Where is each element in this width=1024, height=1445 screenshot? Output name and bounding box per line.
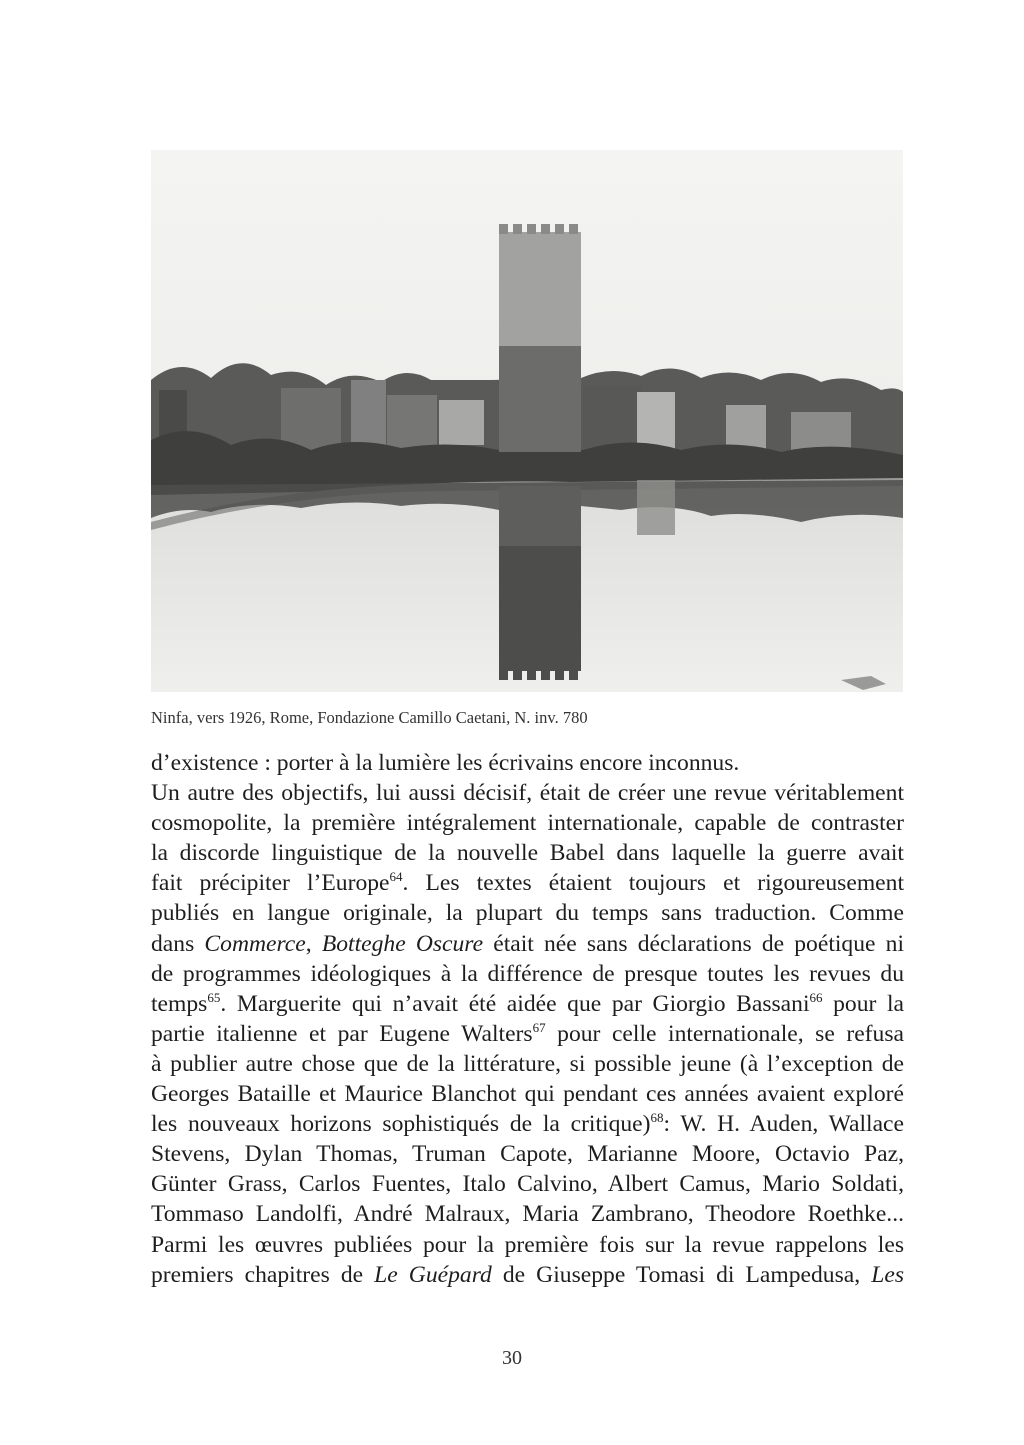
text-line: Georges Bataille et Maurice Blanchot qui pendant ces années avaient exploré bbox=[151, 1081, 904, 1108]
text-run: , bbox=[305, 930, 322, 957]
text-line bbox=[151, 1109, 904, 1139]
text-line: d’existence : porter à la lumière les écrivains encore inconnus. bbox=[151, 750, 740, 776]
text-line: Parmi les œuvres publiées pour la première fois sur la revue rappelons les bbox=[151, 1231, 904, 1258]
body-text bbox=[151, 748, 904, 1290]
figure-caption: Ninfa, vers 1926, Rome, Fondazione Camillo Caetani, N. inv. 780 bbox=[151, 708, 588, 727]
text-line bbox=[151, 1019, 904, 1049]
text-line: Tommaso Landolfi, André Malraux, Maria Zambrano, Theodore Roethke... bbox=[151, 1201, 904, 1228]
text-line bbox=[151, 929, 904, 959]
footnote-ref-67: 67 bbox=[532, 1019, 546, 1035]
title-les: Les bbox=[871, 1261, 904, 1288]
footnote-ref-68: 68 bbox=[650, 1110, 664, 1126]
text-line bbox=[151, 989, 904, 1019]
text-run: fait précipiter l’Europe bbox=[151, 870, 390, 897]
page-number: 30 bbox=[502, 1347, 522, 1369]
text-run: partie italienne et par Eugene Walters bbox=[151, 1020, 533, 1047]
text-line: à publier autre chose que de la littérature, si possible jeune (à l’exception de bbox=[151, 1050, 904, 1077]
text-run: de Giuseppe Tomasi di Lampedusa, bbox=[491, 1261, 872, 1288]
text-run: pour celle internationale, se refusa bbox=[545, 1020, 904, 1047]
text-run: temps bbox=[151, 990, 208, 1017]
text-run: était née sans déclarations de poétique ni bbox=[483, 930, 904, 957]
text-run: premiers chapitres de bbox=[151, 1261, 375, 1288]
title-commerce: Commerce bbox=[204, 930, 306, 957]
text-line: la discorde linguistique de la nouvelle Babel dans laquelle la guerre avait bbox=[151, 840, 904, 867]
text-line bbox=[151, 868, 904, 898]
text-line: cosmopolite, la première intégralement internationale, capable de contraster bbox=[151, 810, 904, 837]
text-run: dans bbox=[151, 930, 205, 957]
footnote-ref-64: 64 bbox=[389, 869, 403, 885]
text-run: . Marguerite qui n’avait été aidée que par Giorgio Bassani bbox=[220, 990, 810, 1017]
tower-reflection-photo bbox=[151, 150, 903, 692]
text-line: Stevens, Dylan Thomas, Truman Capote, Marianne Moore, Octavio Paz, bbox=[151, 1141, 904, 1168]
text-line bbox=[151, 1260, 904, 1290]
text-line: Un autre des objectifs, lui aussi décisif, était de créer une revue véritablement bbox=[151, 780, 904, 807]
photo-drawing bbox=[151, 150, 903, 692]
text-run: les nouveaux horizons sophistiqués de la critique) bbox=[151, 1111, 651, 1138]
text-run: pour la bbox=[822, 990, 904, 1017]
text-run: : W. H. Auden, Wallace bbox=[663, 1111, 904, 1138]
footnote-ref-65: 65 bbox=[207, 989, 221, 1005]
text-run: . Les textes étaient toujours et rigoureusement bbox=[402, 870, 904, 897]
text-line: de programmes idéologiques à la différence de presque toutes les revues du bbox=[151, 960, 904, 987]
title-botteghe-oscure: Botteghe Oscure bbox=[321, 930, 484, 957]
text-line: Günter Grass, Carlos Fuentes, Italo Calvino, Albert Camus, Mario Soldati, bbox=[151, 1171, 904, 1198]
title-le-guepard: Le Guépard bbox=[374, 1261, 492, 1288]
footnote-ref-66: 66 bbox=[809, 989, 823, 1005]
text-line: publiés en langue originale, la plupart du temps sans traduction. Comme bbox=[151, 900, 904, 927]
